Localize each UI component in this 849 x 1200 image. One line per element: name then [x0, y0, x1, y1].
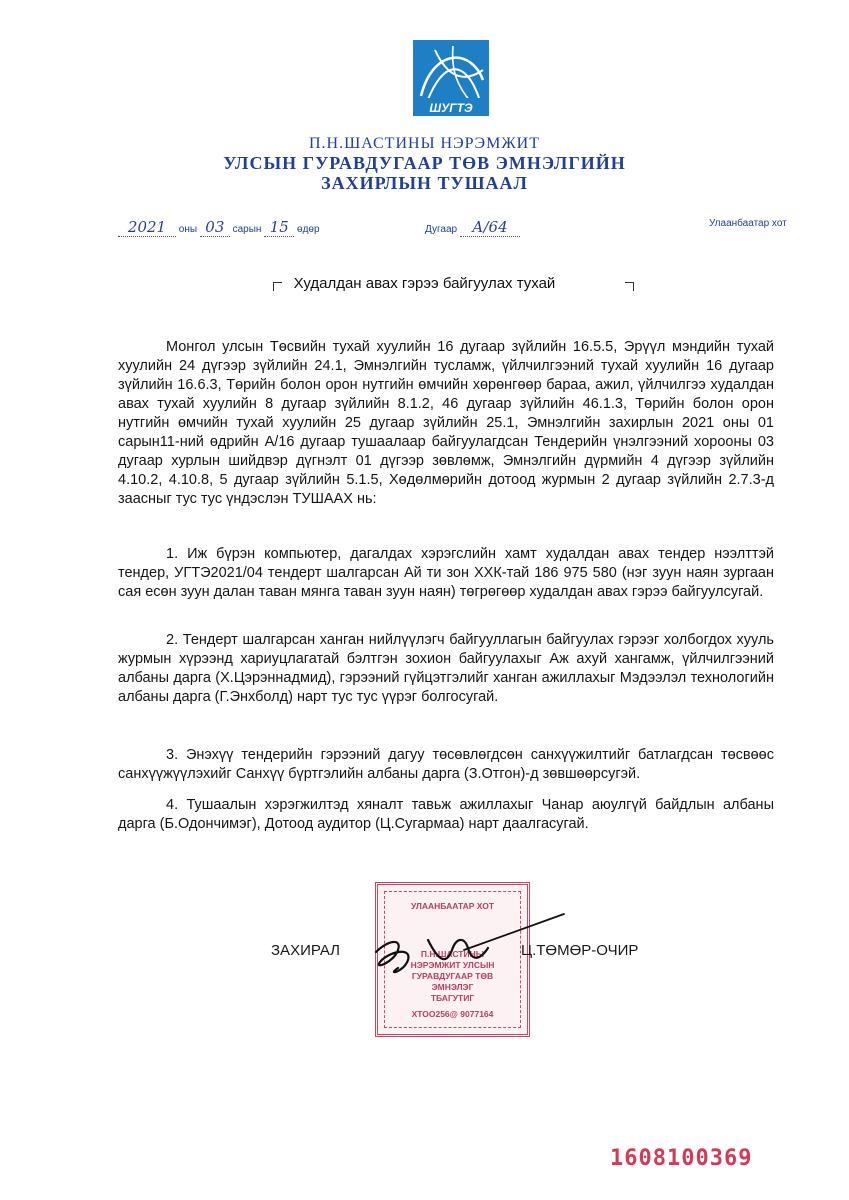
date-year-suffix: оны: [178, 224, 198, 235]
order-number-label: Дугаар: [425, 224, 458, 235]
date-month-suffix: сарын: [232, 224, 262, 235]
preamble-paragraph: Монгол улсын Төсвийн тухай хуулийн 16 дугаар зүйлийн 16.5.5, Эрүүл мэндийн тухай хуулийн 24 дүгээр зүйлийн 24.1, Эмнэлгийн тусламж, үйлчилгээний тухай хуулийн 16 дугаар зүйлийн 16.6.3, Төрийн болон орон нутгийн өмчийн хөрөнгөөр бараа, ажил, үйлчилгээ худалдан авах тухай хуулийн 8 дугаар зүйлийн 8.1.2, 46 дугаар зүйлийн 46.1.3, Төрийн болон орон нутгийн өмчийн тухай хуулийн 25 дугаар зүйлийн 25.1, Эмнэлгийн захирлын 2021 оны 01 сарын11-ний өдрийн А/16 дугаар тушаалаар байгуулагдсан Тендерийн үнэлгээний хорооны 03 дугаар хурлын шийдвэр дүгнэлт 01 дүгээр зөвлөмж, Эмнэлгийн дүрмийн 4 дүгээр зүйлийн 4.10.2, 4.10.8, 5 дугаар зүйлийн 5.1.5, Хөдөлмөрийн дотоод журмын 2 дугаар зүйлийн 2.7.3-д заасныг тус тус үндэслэн ТУШААХ нь:: [118, 339, 774, 507]
date-month: 03: [200, 218, 230, 237]
stamp-line: НЭРЭМЖИТ УЛСЫН: [410, 960, 495, 970]
order-number-line: [425, 218, 520, 237]
hospital-logo: [413, 40, 489, 116]
date-day: 15: [264, 218, 294, 237]
hospital-name: УЛСЫН ГУРАВДУГААР ТӨВ ЭМНЭЛГИЙН: [223, 153, 626, 173]
handwritten-signature: [368, 910, 568, 980]
logo-text: ШУГТЭ: [429, 101, 473, 115]
document-serial-number: 1608100369: [610, 1146, 753, 1171]
stamp-line: ЭМНЭЛЭГ: [431, 982, 474, 992]
date-day-suffix: өдөр: [297, 224, 320, 235]
date-year: 2021: [118, 218, 176, 237]
signer-name: Ц.ТӨМӨР-ОЧИР: [521, 942, 639, 959]
order-item-4: 4. Тушаалын хэрэгжилтэд хяналт тавьж ажиллахыг Чанар аюулгүй байдлын албаны дарга (Б.Одончимэг), Дотоод аудитор (Ц.Сугармаа) нарт даалгасугай.: [118, 797, 774, 832]
stamp-line: ГУРАВДУГААР ТӨВ: [411, 971, 494, 981]
order-number: А/64: [460, 218, 520, 237]
stamp-line: П.Н.ШАСТИНЫ: [420, 949, 485, 959]
order-type: ЗАХИРЛЫН ТУШААЛ: [321, 173, 528, 193]
date-line: [118, 218, 320, 237]
org-name: П.Н.ШАСТИНЫ НЭРЭМЖИТ: [309, 135, 540, 152]
signer-title: ЗАХИРАЛ: [271, 942, 341, 959]
subject-corner-right: [625, 282, 634, 291]
stamp-registration: ХТОО256@ 9077164: [411, 1009, 494, 1019]
stamp-line: ТБАГУТИГ: [430, 993, 475, 1003]
order-item-3: 3. Энэхүү тендерийн гэрээний дагуу төсөвлөгдсөн санхүүжилтийг батлагдсан төсвөөс санхүүжүүлэхийг Санхүү бүртгэлийн албаны дарга (З.Отгон)-д зөвшөөрсугэй.: [118, 747, 774, 782]
document-subject: Худалдан авах гэрээ байгуулах тухай: [293, 275, 556, 292]
stamp-city: УЛААНБААТАР ХОТ: [410, 901, 495, 911]
order-item-1: 1. Иж бүрэн компьютер, дагалдах хэрэгслийн хамт худалдан авах тендер нээлттэй тендер, УГТЭ2021/04 тендерт шалгарсан Ай ти зон ХХК-тай 186 975 580 (нэг зуун наян зургаан сая есөн зуун далан таван мянга таван зуун наян) төгрөгөөр худалдан авах гэрээ байгуулсугай.: [118, 546, 774, 600]
order-item-2: 2. Тендерт шалгарсан ханган нийлүүлэгч байгууллагын байгуулах гэрээг холбогдох хууль журмын хүрээнд хариуцлагатай бэлтгэн зохион байгуулахыг Аж ахуй хангамж, үйлчилгээний албаны дарга (Х.Цэрэннадмид), гэрээний гүйцэтгэлийг ханган ажиллахыг Мэдээлэл технологийн албаны дарга (Г.Энхболд) нарт тус тус үүрэг болгосугай.: [118, 632, 774, 705]
place: Улаанбаатар хот: [709, 218, 787, 229]
